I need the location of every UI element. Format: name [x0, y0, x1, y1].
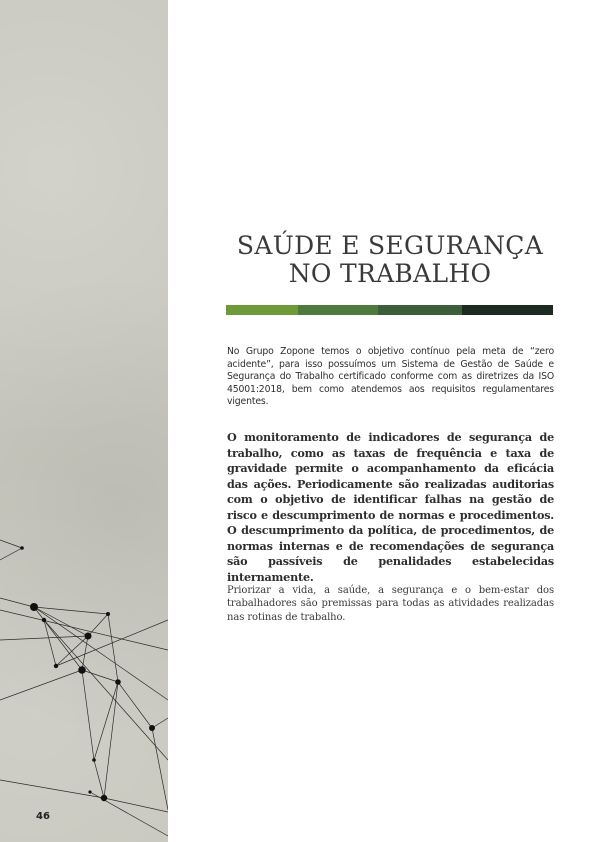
page-title-line-2: NO TRABALHO: [288, 259, 492, 288]
page-title: [226, 232, 554, 288]
color-bar-segment: [378, 305, 462, 315]
intro-paragraph: No Grupo Zopone temos o objetivo contínuo pela meta de “zero acidente”, para isso possuímos um Sistema de Gestão de Saúde e Segurança do Trabalho certificado conforme com as diretrizes da ISO 45001:2018, bem como atendemos aos requisitos regulamentares vigentes.: [227, 346, 554, 408]
color-bar-segment: [298, 305, 378, 315]
color-bar-segment: [226, 305, 298, 315]
network-graph-illustration: [0, 0, 168, 842]
decorative-side-panel: [0, 0, 168, 842]
title-color-bar: [226, 305, 553, 315]
closing-paragraph: Priorizar a vida, a saúde, a segurança e o bem-estar dos trabalhadores são premissas para todas as atividades realizadas nas rotinas de trabalho.: [227, 585, 554, 623]
color-bar-segment: [462, 305, 553, 315]
highlight-paragraph: O monitoramento de indicadores de segurança de trabalho, como as taxas de frequência e taxa de gravidade permite o acompanhamento da eficácia das ações. Periodicamente são realizadas auditorias com o objetivo de identificar falhas na gestão de risco e descumprimento de normas e procedimentos. O descumprimento da política, de procedimentos, de normas internas e de recomendações de segurança são passíveis de penalidades estabelecidas internamente.: [227, 430, 554, 584]
page-title-line-1: SAÚDE E SEGURANÇA: [236, 231, 544, 260]
page-number: 46: [36, 811, 50, 822]
